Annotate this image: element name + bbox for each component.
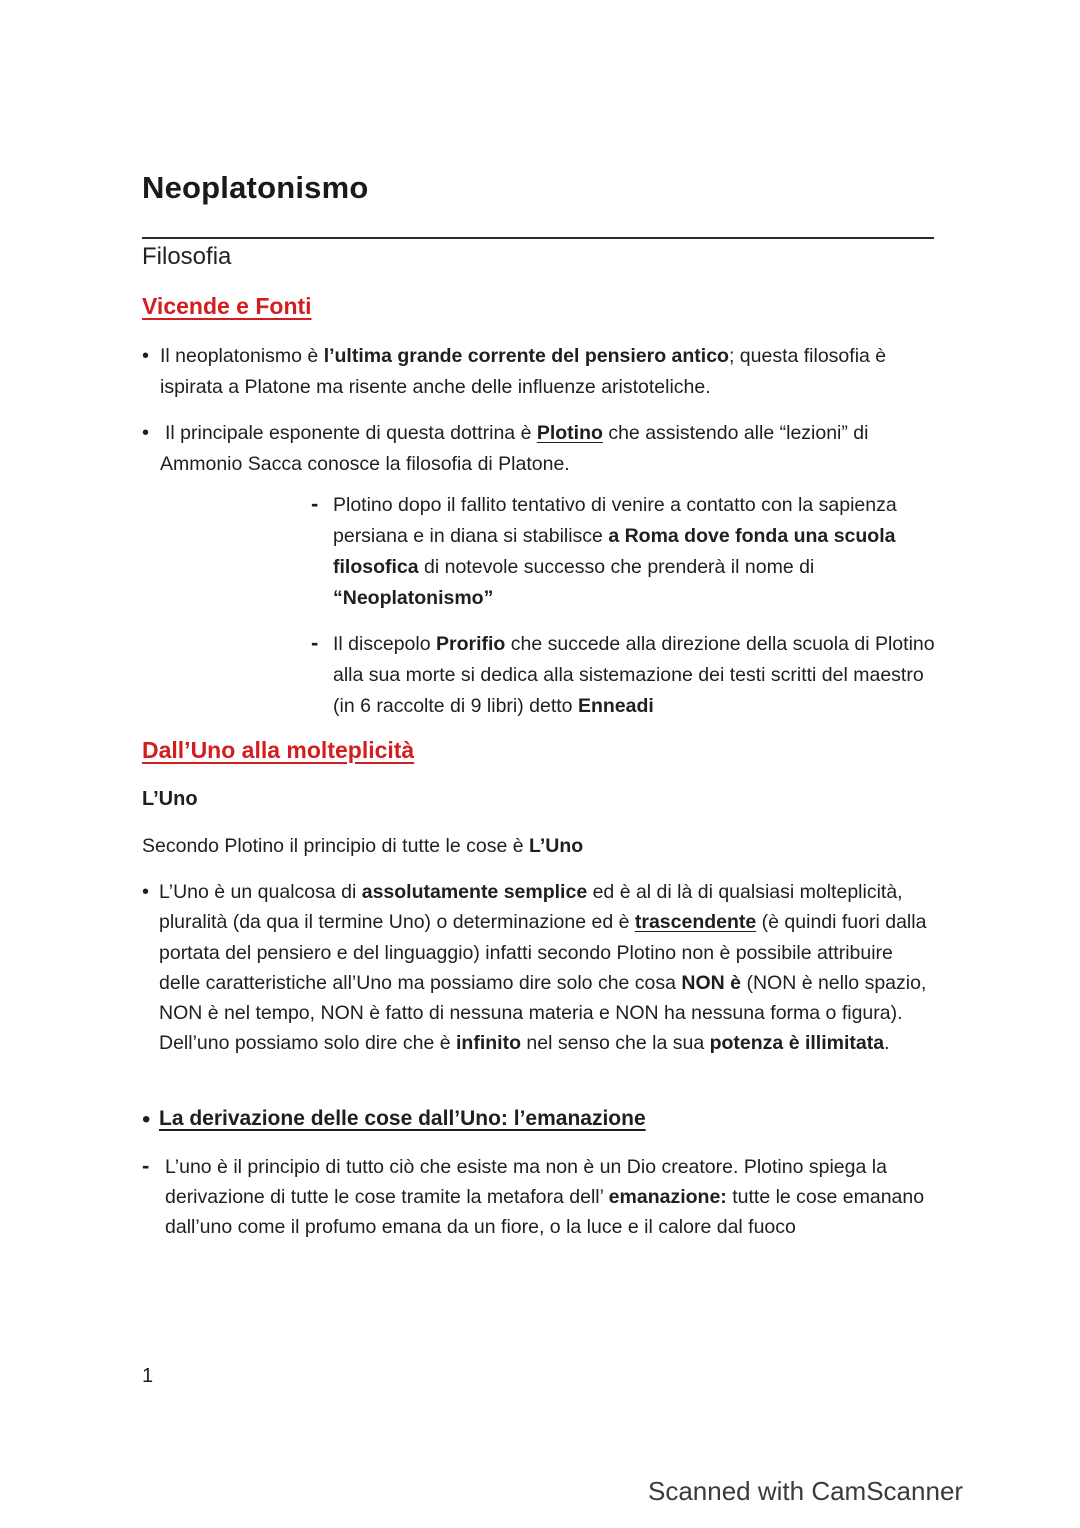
- bullet-dot: •: [142, 1106, 151, 1133]
- section-heading-vicende: Vicende e Fonti: [142, 293, 312, 319]
- subheading-emanazione: La derivazione delle cose dall’Uno: l’emanazione: [159, 1107, 646, 1130]
- page-subtitle: Filosofia: [142, 243, 232, 270]
- subheading-luno: L’Uno: [142, 788, 198, 810]
- section-heading-uno: Dall’Uno alla molteplicità: [142, 737, 415, 763]
- paragraph-bullet-2: Il principale esponente di questa dottrina è Plotino che assistendo alle “lezioni” di Ammonio Sacca conosce la filosofia di Platone.: [160, 422, 869, 475]
- bullet-dot: •: [142, 345, 150, 367]
- paragraph-intro: Secondo Plotino il principio di tutte le cose è L’Uno: [142, 835, 584, 857]
- paragraph-dash-2: Il discepolo Prorifio che succede alla direzione della scuola di Plotino alla sua morte si dedica alla sistemazione dei testi scritti del maestro (in 6 raccolte di 9 libri) detto Enneadi: [333, 633, 935, 717]
- dash-marker: -: [142, 1153, 150, 1178]
- title-divider: [142, 237, 934, 239]
- bullet-dot: •: [142, 881, 150, 903]
- paragraph-emanazione: L’uno è il principio di tutto ciò che esiste ma non è un Dio creatore. Plotino spiega la derivazione di tutte le cose tramite la metafora dell’ emanazione: tutte le cose emanano dall’uno come il profumo emana da un fiore, o la luce e il calore dal fuoco: [165, 1156, 925, 1238]
- bullet-dot: •: [142, 422, 150, 444]
- dash-marker: -: [311, 491, 319, 516]
- paragraph-bullet-1: Il neoplatonismo è l’ultima grande corrente del pensiero antico; questa filosofia è ispirata a Platone ma risente anche delle influenze aristoteliche.: [160, 345, 887, 398]
- dash-marker: -: [311, 630, 319, 655]
- page-title: Neoplatonismo: [142, 170, 369, 205]
- page-number: 1: [142, 1365, 154, 1387]
- scanner-watermark: Scanned with CamScanner: [648, 1476, 964, 1506]
- paragraph-uno: L’Uno è un qualcosa di assolutamente semplice ed è al di là di qualsiasi molteplicità, pluralità (da qua il termine Uno) o determinazione ed è trascendente (è quindi fuori dalla portata del pensiero e del linguaggio) infatti secondo Plotino non è possibile attribuire delle caratteristiche all’Uno ma possiamo dire solo che cosa NON è (NON è nello spazio, NON è nel tempo, NON è fatto di nessuna materia e NON ha nessuna forma o figura). Dell’uno possiamo solo dire che è infinito nel senso che la sua potenza è illimitata.: [159, 881, 927, 1055]
- paragraph-dash-1: Plotino dopo il fallito tentativo di venire a contatto con la sapienza persiana e in diana si stabilisce a Roma dove fonda una scuola filosofica di notevole successo che prenderà il nome di “Neoplatonismo”: [333, 494, 897, 609]
